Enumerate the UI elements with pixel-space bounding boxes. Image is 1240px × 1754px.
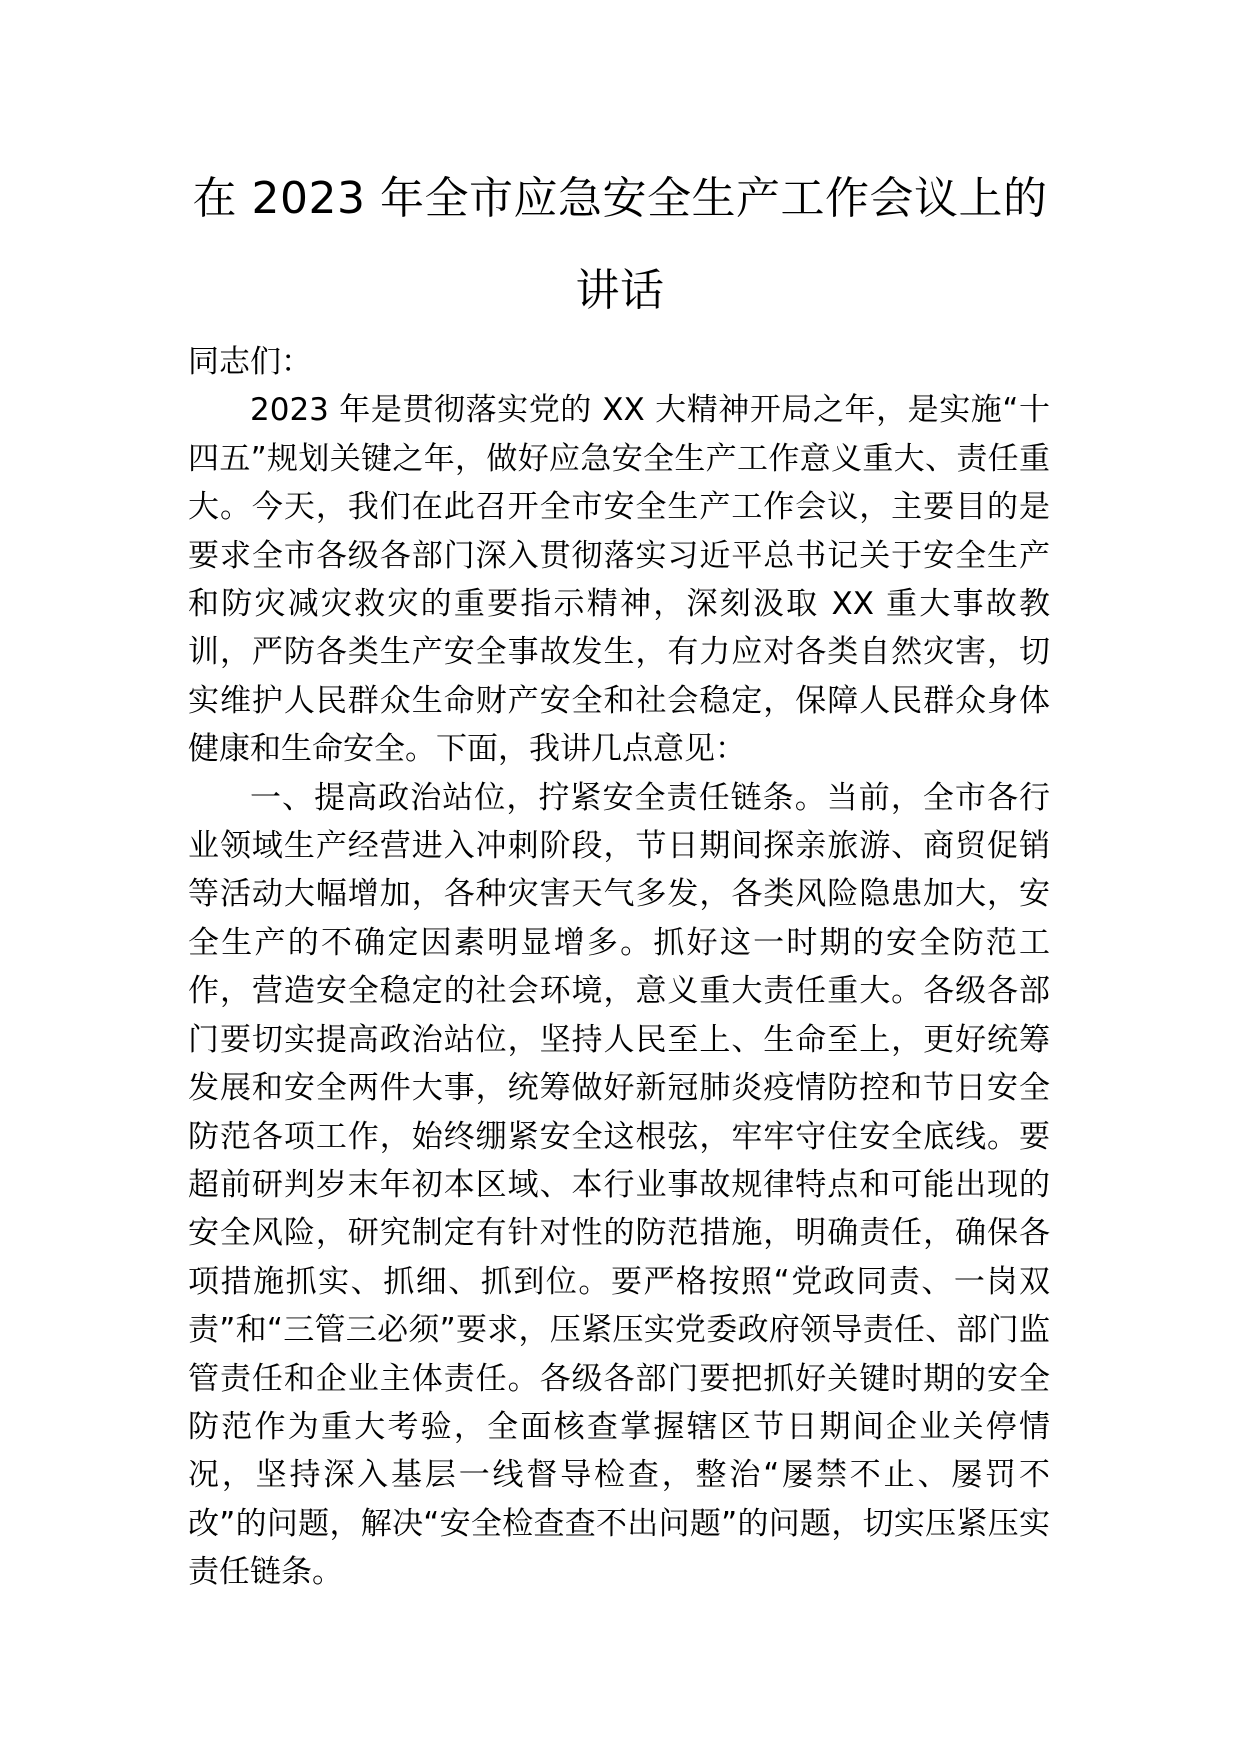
paragraph-intro: 2023 年是贯彻落实党的 XX 大精神开局之年，是实施“十四五”规划关键之年，做好应急安全生产工作意义重大、责任重大。今天，我们在此召开全市安全生产工作会议，主要目的是要求全市各级各部门深入贯彻落实习近平总书记关于安全生产和防灾减灾救灾的重要指示精神，深刻汲取 XX 重大事故教训，严防各类生产安全事故发生，有力应对各类自然灾害，切实维护人民群众生命财产安全和社会稳定，保障人民群众身体健康和生命安全。下面，我讲几点意见： bbox=[188, 392, 1050, 768]
document-title-line-2: 讲话 bbox=[575, 265, 665, 316]
greeting: 同志们： bbox=[188, 344, 312, 380]
document-body bbox=[188, 338, 1050, 1597]
document-title-line-1: 在 2023 年全市应急安全生产工作会议上的 bbox=[192, 173, 1048, 224]
paragraph-section-one: 一、提高政治站位，拧紧安全责任链条。当前，全市各行业领域生产经营进入冲刺阶段，节日期间探亲旅游、商贸促销等活动大幅增加，各种灾害天气多发，各类风险隐患加大，安全生产的不确定因素明显增多。抓好这一时期的安全防范工作，营造安全稳定的社会环境，意义重大责任重大。各级各部门要切实提高政治站位，坚持人民至上、生命至上，更好统筹发展和安全两件大事，统筹做好新冠肺炎疫情防控和节日安全防范各项工作，始终绷紧安全这根弦，牢牢守住安全底线。要超前研判岁末年初本区域、本行业事故规律特点和可能出现的安全风险，研究制定有针对性的防范措施，明确责任，确保各项措施抓实、抓细、抓到位。要严格按照“党政同责、一岗双责”和“三管三必须”要求，压紧压实党委政府领导责任、部门监管责任和企业主体责任。各级各部门要把抓好关键时期的安全防范作为重大考验，全面核查掌握辖区节日期间企业关停情况，坚持深入基层一线督导检查，整治“屡禁不止、屡罚不改”的问题，解决“安全检查查不出问题”的问题，切实压紧压实责任链条。 bbox=[188, 779, 1050, 1591]
